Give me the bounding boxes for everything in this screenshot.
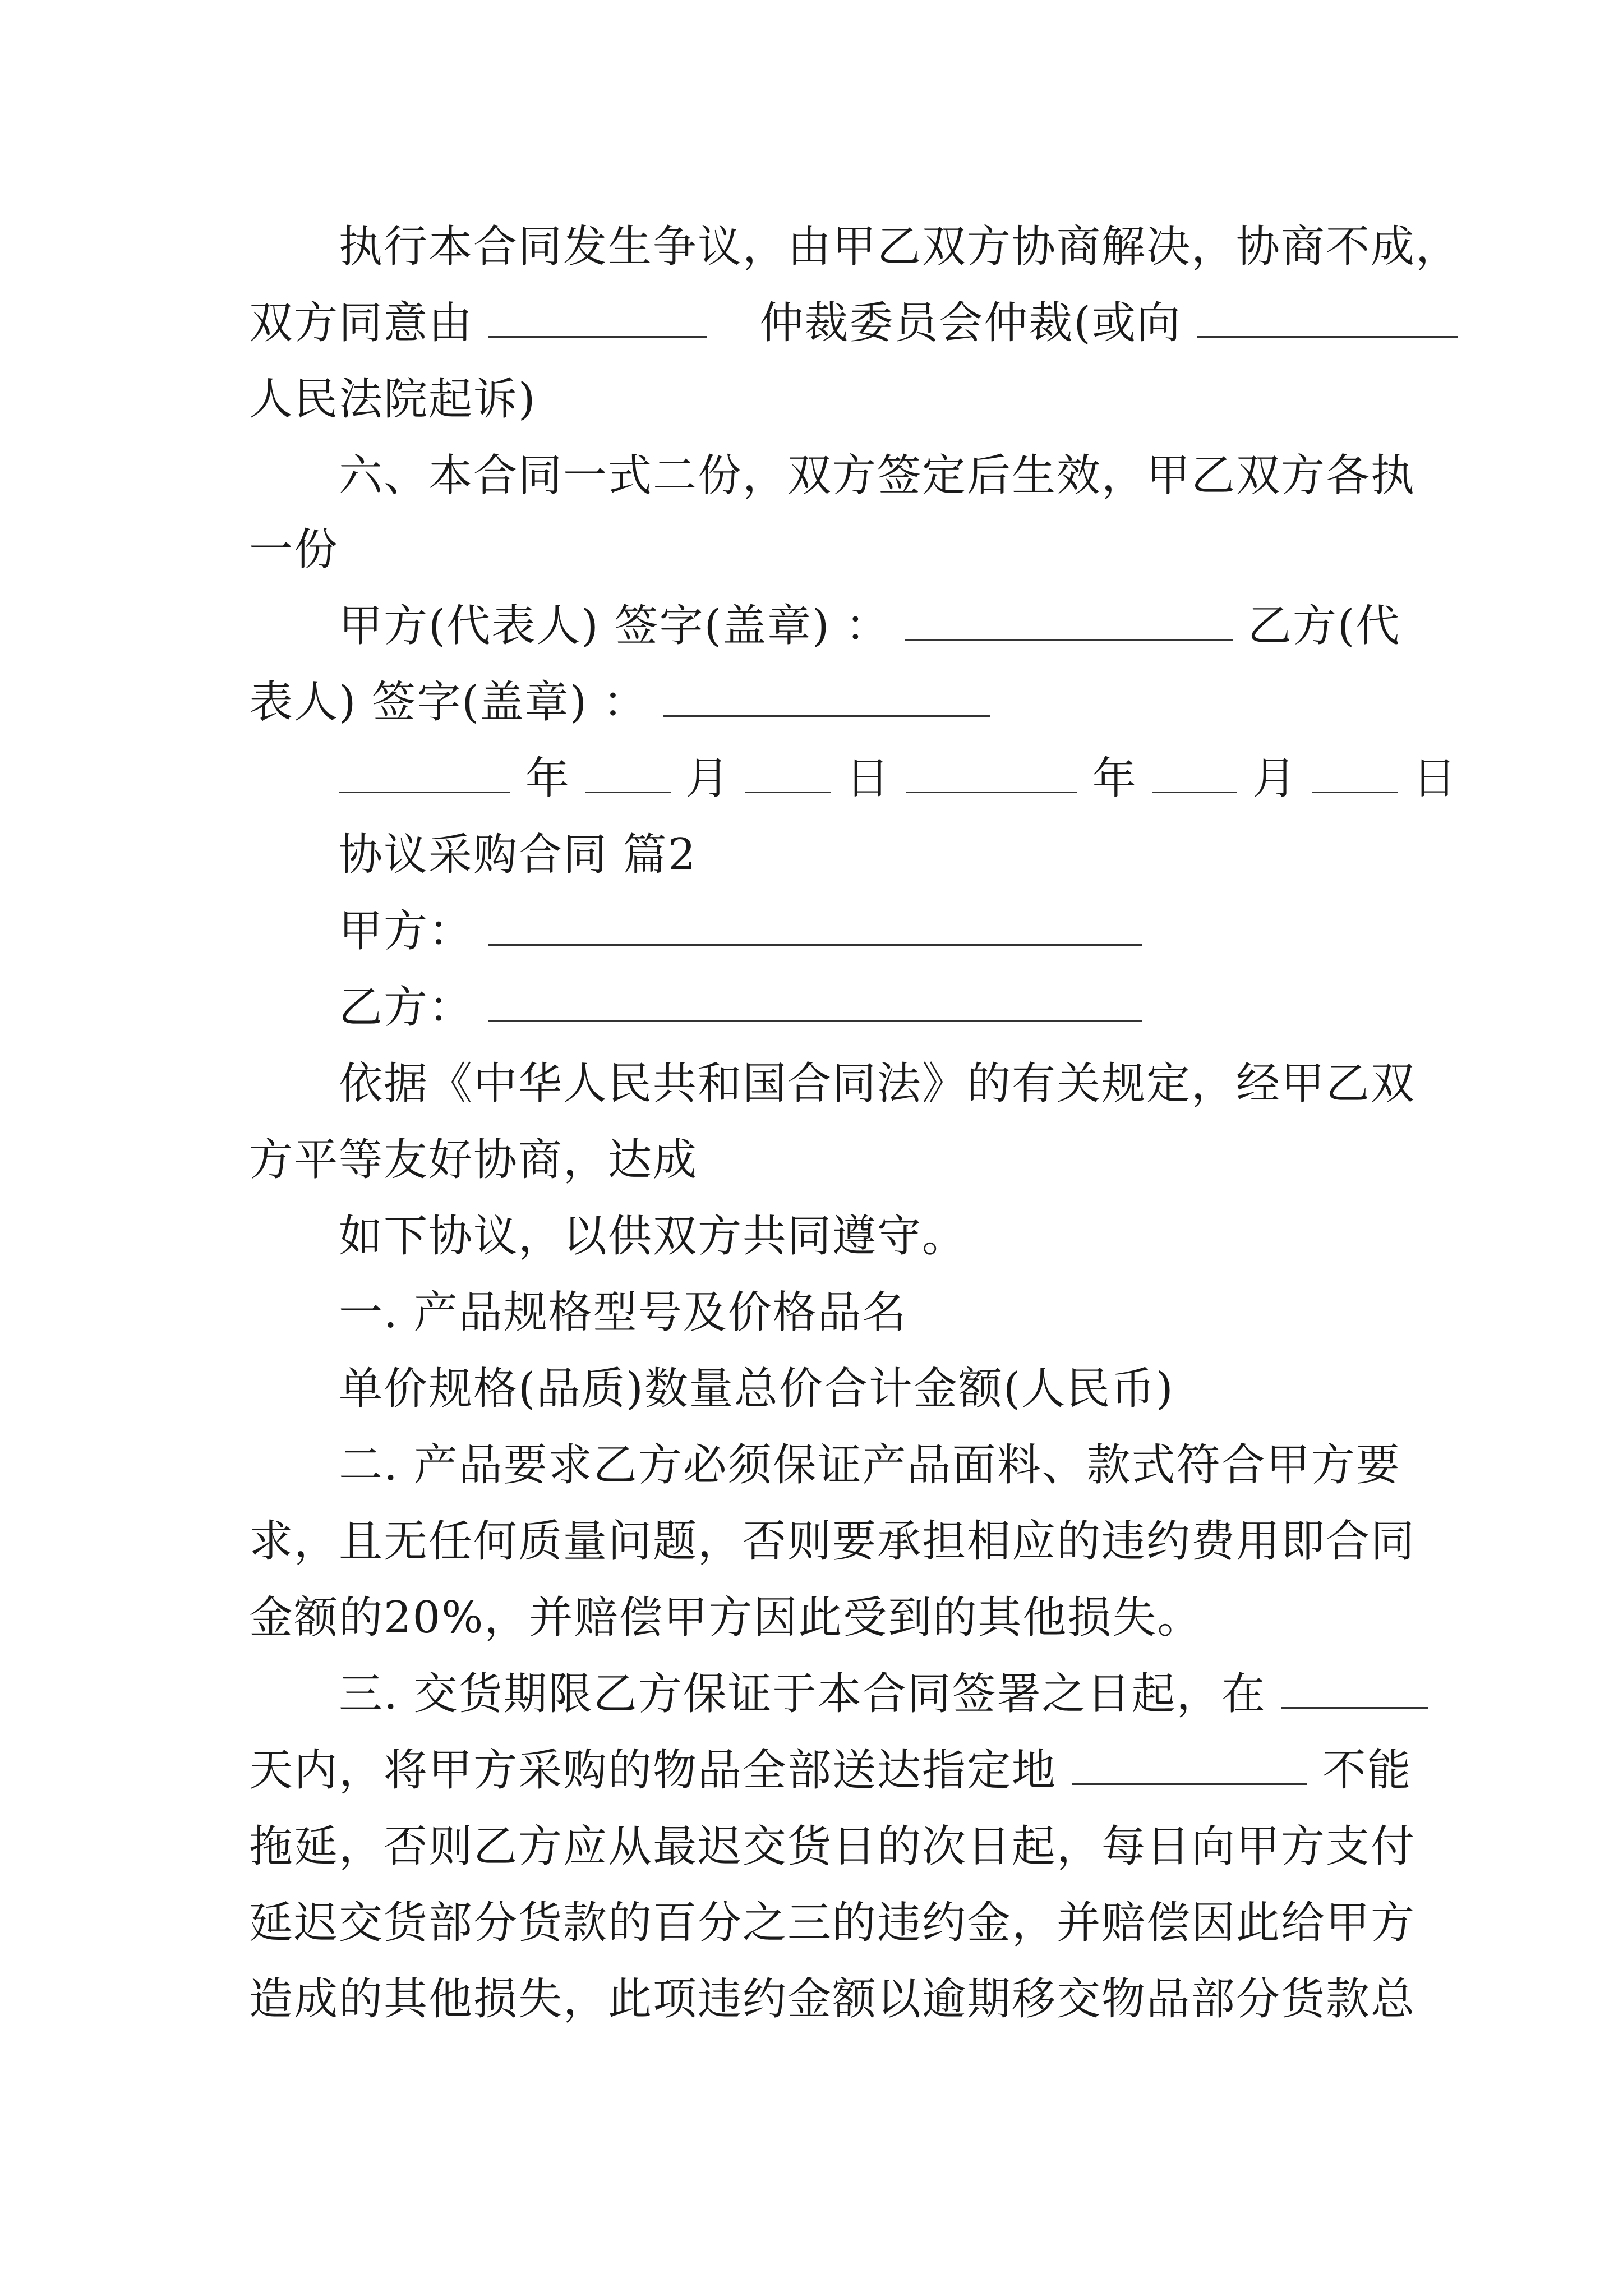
item-3-line-5 — [249, 1971, 1415, 2027]
date-b-day-label: 日 — [1412, 753, 1458, 804]
item-3-line-1 — [339, 1666, 1428, 1722]
dispute-text-1: 执行本合同发生争议，由甲乙双方协商解决，协商不成， — [339, 222, 1461, 272]
preamble-line-1 — [339, 1056, 1415, 1112]
copies-text-1: 六、本合同一式二份，双方签定后生效，甲乙双方各执 — [339, 450, 1416, 501]
signature-line-2 — [249, 674, 990, 730]
date-b-month-blank[interactable] — [1152, 757, 1237, 793]
item-1-columns — [339, 1361, 1174, 1417]
preamble-text-1: 依据《中华人民共和国合同法》的有关规定，经甲乙双 — [339, 1059, 1416, 1109]
date-b-year-label: 年 — [1092, 753, 1137, 804]
date-a-day-label: 日 — [846, 753, 891, 804]
party-b-label[interactable]: 乙方： — [339, 982, 474, 1033]
preamble-text-3: 如下协议，以供双方共同遵守。 — [339, 1211, 967, 1262]
party-a-signature-blank[interactable] — [905, 604, 1233, 641]
copies-line-2 — [249, 522, 339, 578]
date-a-month-blank[interactable] — [585, 757, 671, 793]
item-2-text-1: 二. 产品要求乙方必须保证产品面料、款式符合甲方要 — [339, 1440, 1401, 1490]
party-b-signature-label-end: 表人) 签字(盖章) ： — [249, 677, 648, 728]
preamble-line-3 — [339, 1208, 967, 1264]
party-a-signature-label: 甲方(代表人) 签字(盖章) ： — [339, 601, 891, 651]
dispute-text-3: 人民法院起诉) — [249, 374, 537, 425]
dispute-line-3 — [249, 371, 536, 427]
dispute-text-2a: 双方同意由 — [249, 298, 474, 348]
party-a-line — [339, 903, 1142, 959]
item-3-line-2 — [249, 1742, 1412, 1798]
section-2-title-text: 协议采购合同 篇2 — [339, 830, 697, 880]
item-3-text-2a: 天内，将甲方采购的物品全部送达指定地 — [249, 1745, 1057, 1796]
preamble-line-2 — [249, 1132, 698, 1188]
item-2-line-3 — [249, 1590, 1202, 1646]
item-3-text-1: 三. 交货期限乙方保证于本合同签署之日起，在 — [339, 1669, 1266, 1719]
item-2-line-1 — [339, 1437, 1401, 1493]
item-2-line-2 — [249, 1513, 1415, 1570]
preamble-text-2: 方平等友好协商，达成 — [249, 1135, 698, 1185]
item-2-text-3: 金额的20%，并赔偿甲方因此受到的其他损失。 — [249, 1593, 1202, 1643]
party-a-label[interactable]: 甲方： — [339, 906, 474, 956]
date-line — [339, 751, 1458, 807]
party-b-line — [339, 979, 1142, 1036]
date-a-year-blank[interactable] — [339, 757, 510, 793]
delivery-location-blank[interactable] — [1072, 1749, 1307, 1785]
delivery-days-blank[interactable] — [1281, 1672, 1428, 1709]
dispute-line-1 — [339, 219, 1460, 275]
date-a-year-label: 年 — [525, 753, 570, 804]
item-3-text-5: 造成的其他损失，此项违约金额以逾期移交物品部分货款总 — [249, 1974, 1416, 2024]
item-3-line-3 — [249, 1819, 1415, 1875]
party-a-blank[interactable] — [488, 909, 1142, 946]
arbitration-blank[interactable] — [488, 301, 707, 338]
item-1-heading — [339, 1285, 907, 1341]
dispute-line-2 — [249, 295, 1458, 351]
party-b-blank[interactable] — [488, 986, 1142, 1022]
copies-line-1 — [339, 448, 1415, 504]
date-b-month-label: 月 — [1252, 753, 1298, 804]
item-3-text-3: 拖延，否则乙方应从最迟交货日的次日起，每日向甲方支付 — [249, 1821, 1416, 1872]
item-3-line-4 — [249, 1895, 1415, 1951]
party-b-signature-label-start: 乙方(代 — [1247, 601, 1401, 651]
item-3-text-4: 延迟交货部分货款的百分之三的违约金，并赔偿因此给甲方 — [249, 1898, 1416, 1948]
copies-text-2: 一份 — [249, 524, 339, 575]
section-2-title — [339, 827, 697, 883]
date-b-day-blank[interactable] — [1312, 757, 1398, 793]
party-b-signature-blank[interactable] — [663, 680, 990, 717]
item-1-text: 一. 产品规格型号及价格品名 — [339, 1287, 907, 1338]
signature-line-1 — [339, 598, 1400, 654]
item-3-text-2b: 不能 — [1322, 1745, 1412, 1796]
court-blank[interactable] — [1197, 301, 1458, 338]
date-a-day-blank[interactable] — [745, 757, 831, 793]
item-1-columns-text: 单价规格(品质)数量总价合计金额(人民币) — [339, 1364, 1174, 1414]
date-a-month-label: 月 — [685, 753, 731, 804]
item-2-text-2: 求，且无任何质量问题，否则要承担相应的违约费用即合同 — [249, 1516, 1416, 1567]
date-b-year-blank[interactable] — [906, 757, 1077, 793]
dispute-text-2b: 仲裁委员会仲裁(或向 — [759, 298, 1182, 348]
